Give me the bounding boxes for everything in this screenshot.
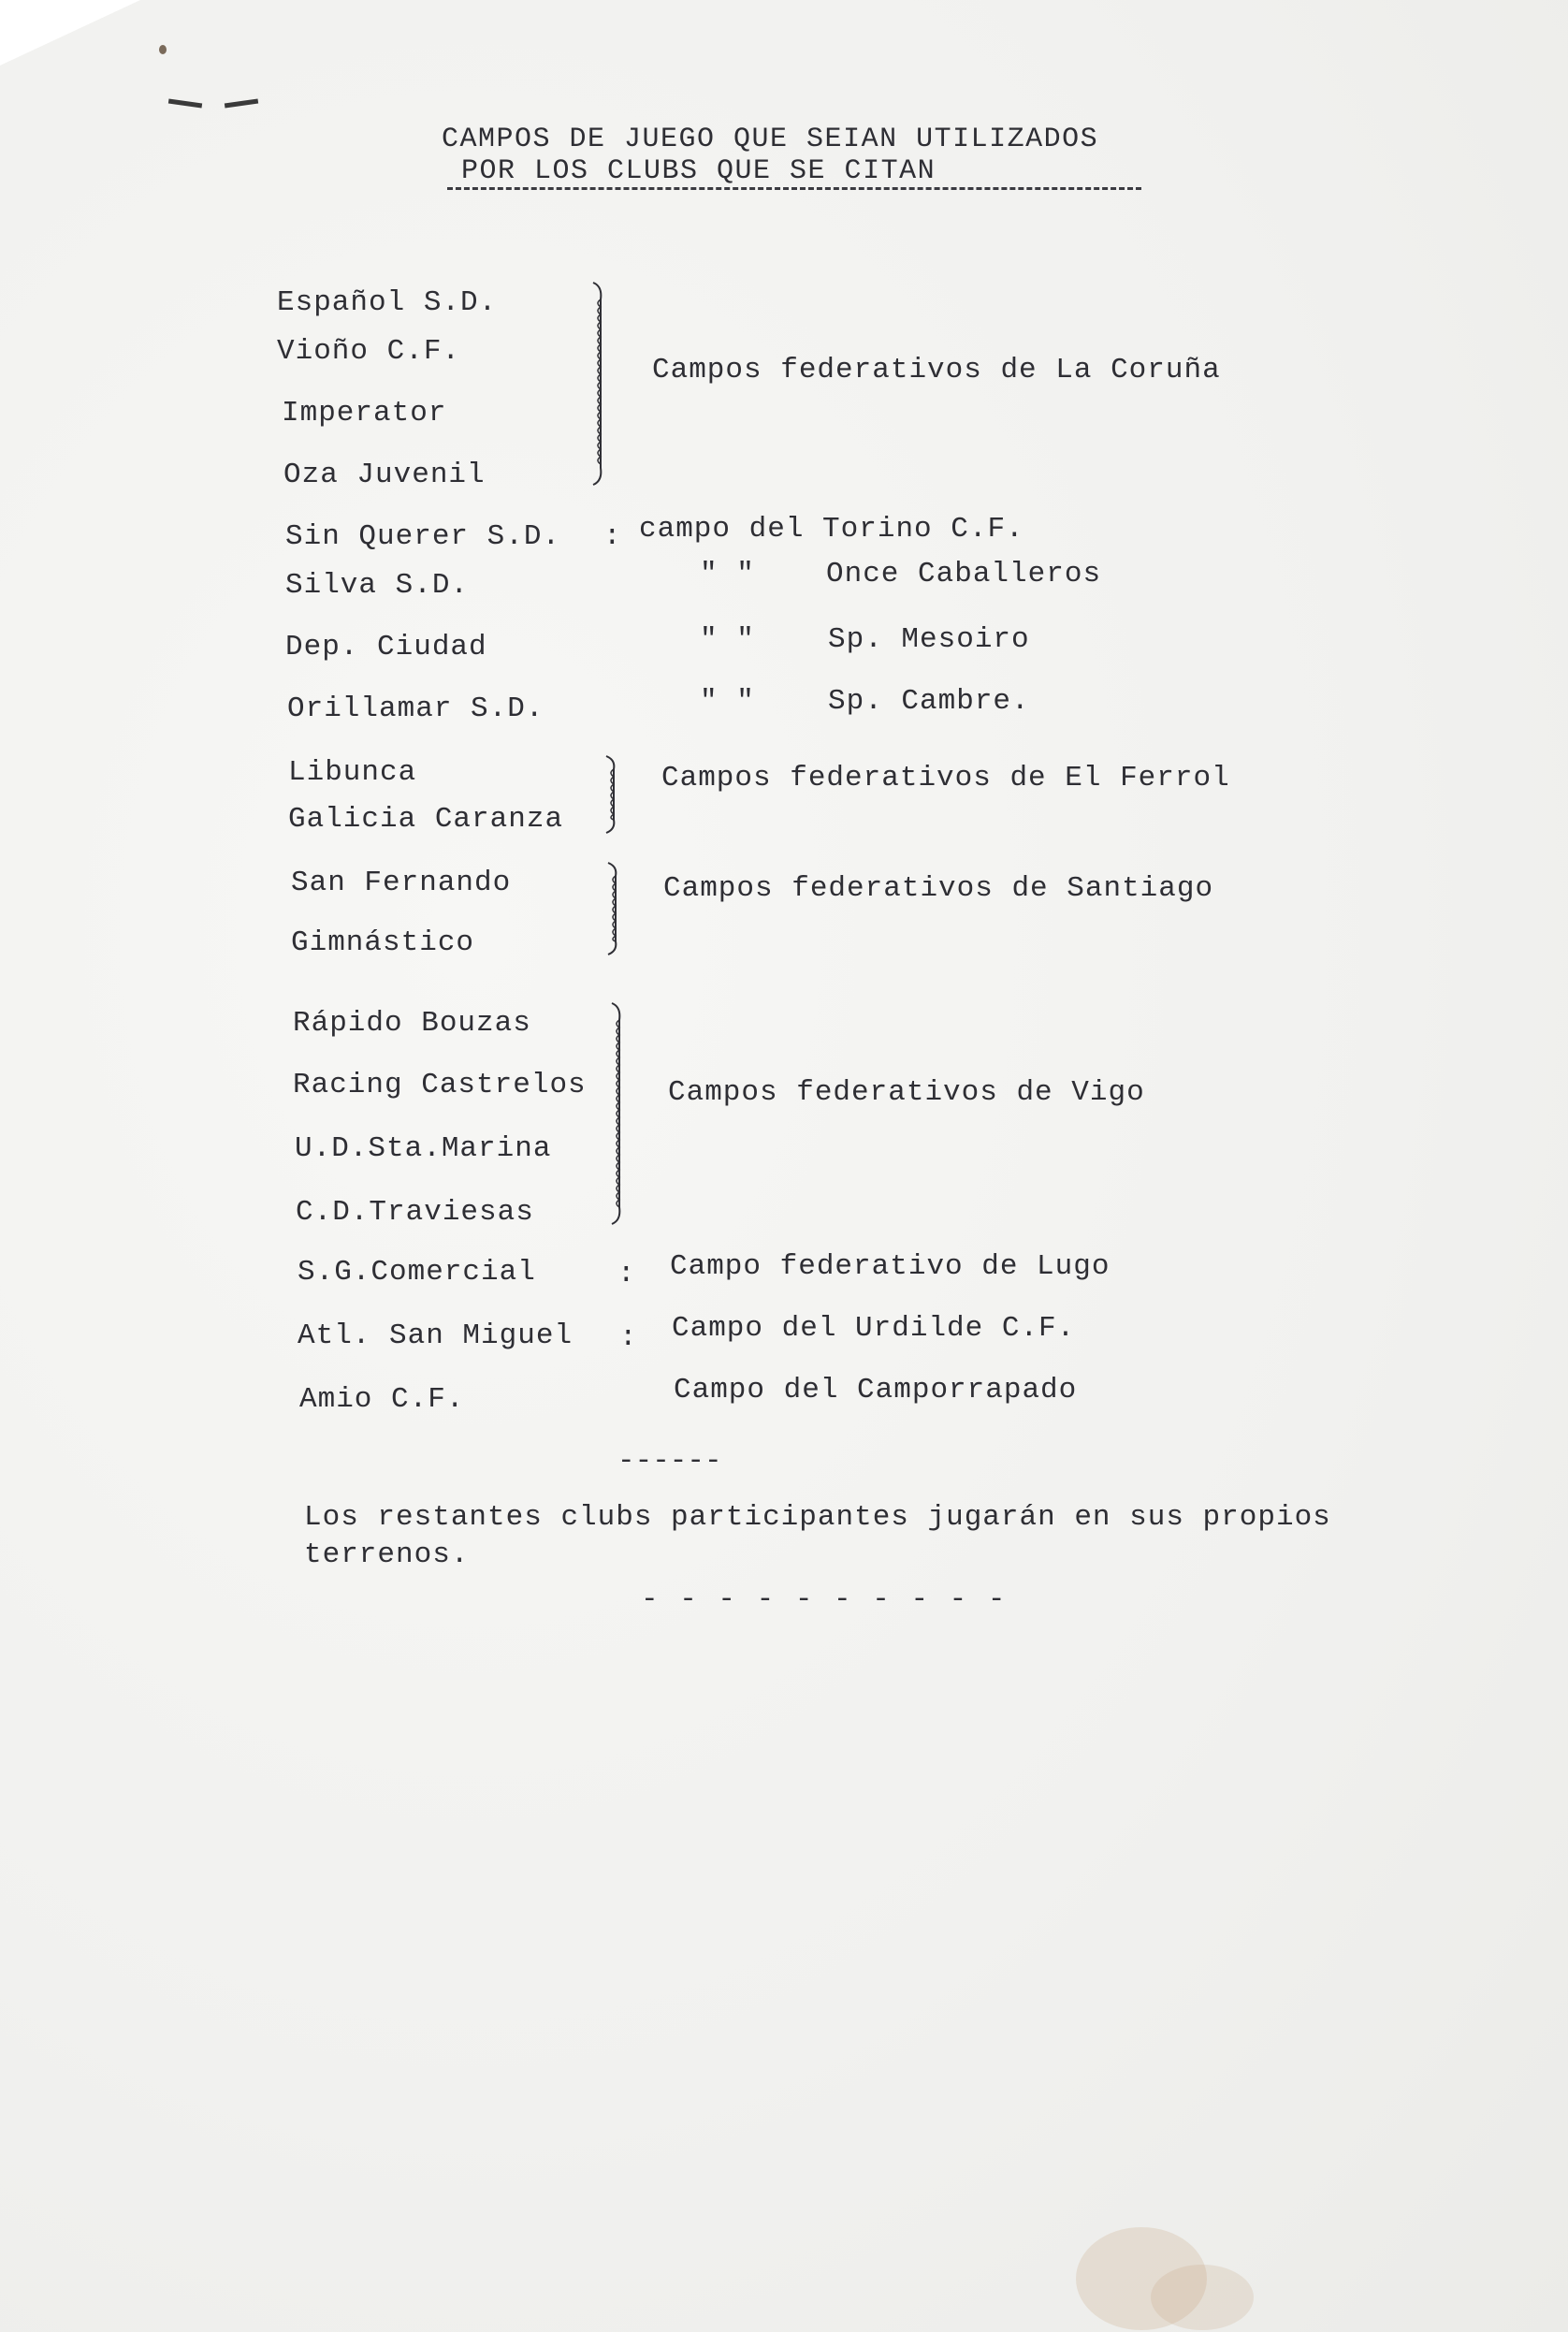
club-name: Vioño C.F. [277,335,461,368]
ink-speck [159,45,167,54]
club-name: Silva S.D. [285,569,470,602]
club-name: Dep. Ciudad [285,631,487,663]
field-assignment: Sp. Cambre. [828,685,1030,718]
closing-note: terrenos. [304,1538,470,1571]
group-brace [591,281,604,487]
club-name: Libunca [288,756,417,789]
club-name: C.D.Traviesas [296,1196,534,1229]
group-brace [604,754,617,835]
field-assignment: Campos federativos de La Coruña [652,354,1221,386]
field-assignment: Sp. Mesoiro [828,623,1030,656]
field-assignment: Campos federativos de Vigo [668,1076,1145,1109]
staple-mark [168,99,202,109]
club-name: Galicia Caranza [288,803,564,836]
club-name: San Fernando [291,867,512,899]
field-assignment: Once Caballeros [826,558,1102,590]
separator: : [617,1258,636,1290]
end-rule: - - - - - - - - - - [641,1583,1008,1616]
page-title-line2: POR LOS CLUBS QUE SE CITAN [461,155,936,187]
field-assignment: Campo del Camporrapado [674,1374,1078,1406]
coffee-stain [1151,2265,1254,2330]
club-name: U.D.Sta.Marina [295,1132,552,1165]
field-assignment: Campos federativos de Santiago [663,872,1214,905]
club-name: Amio C.F. [299,1383,465,1416]
field-assignment: Campo federativo de Lugo [670,1250,1111,1283]
separator: : [619,1321,638,1354]
group-brace [606,861,619,956]
ditto-marks: " " [700,623,755,656]
club-name: Imperator [282,397,447,430]
club-name: Oza Juvenil [283,459,486,491]
field-assignment: Campo del Urdilde C.F. [672,1312,1076,1345]
page-title-line1: CAMPOS DE JUEGO QUE SEIAN UTILIZADOS [442,124,1099,155]
ditto-marks: " " [700,558,755,590]
field-assignment: campo del Torino C.F. [639,513,1024,546]
title-underline [447,187,1141,190]
closing-note: Los restantes clubs participantes jugarán en sus propios [304,1501,1331,1534]
section-separator: ------ [617,1445,722,1478]
club-name: Atl. San Miguel [298,1319,573,1352]
group-brace [610,1001,623,1226]
club-name: Rápido Bouzas [293,1007,531,1040]
torn-corner [0,0,140,66]
ditto-marks: " " [700,685,755,718]
club-name: Orillamar S.D. [287,692,544,725]
club-name: Racing Castrelos [293,1069,587,1101]
separator: : [603,520,622,553]
club-name: Español S.D. [277,286,498,319]
field-assignment: Campos federativos de El Ferrol [661,762,1230,794]
staple-mark [225,99,258,109]
club-name: Sin Querer S.D. [285,520,561,553]
club-name: S.G.Comercial [298,1256,536,1289]
club-name: Gimnástico [291,926,475,959]
